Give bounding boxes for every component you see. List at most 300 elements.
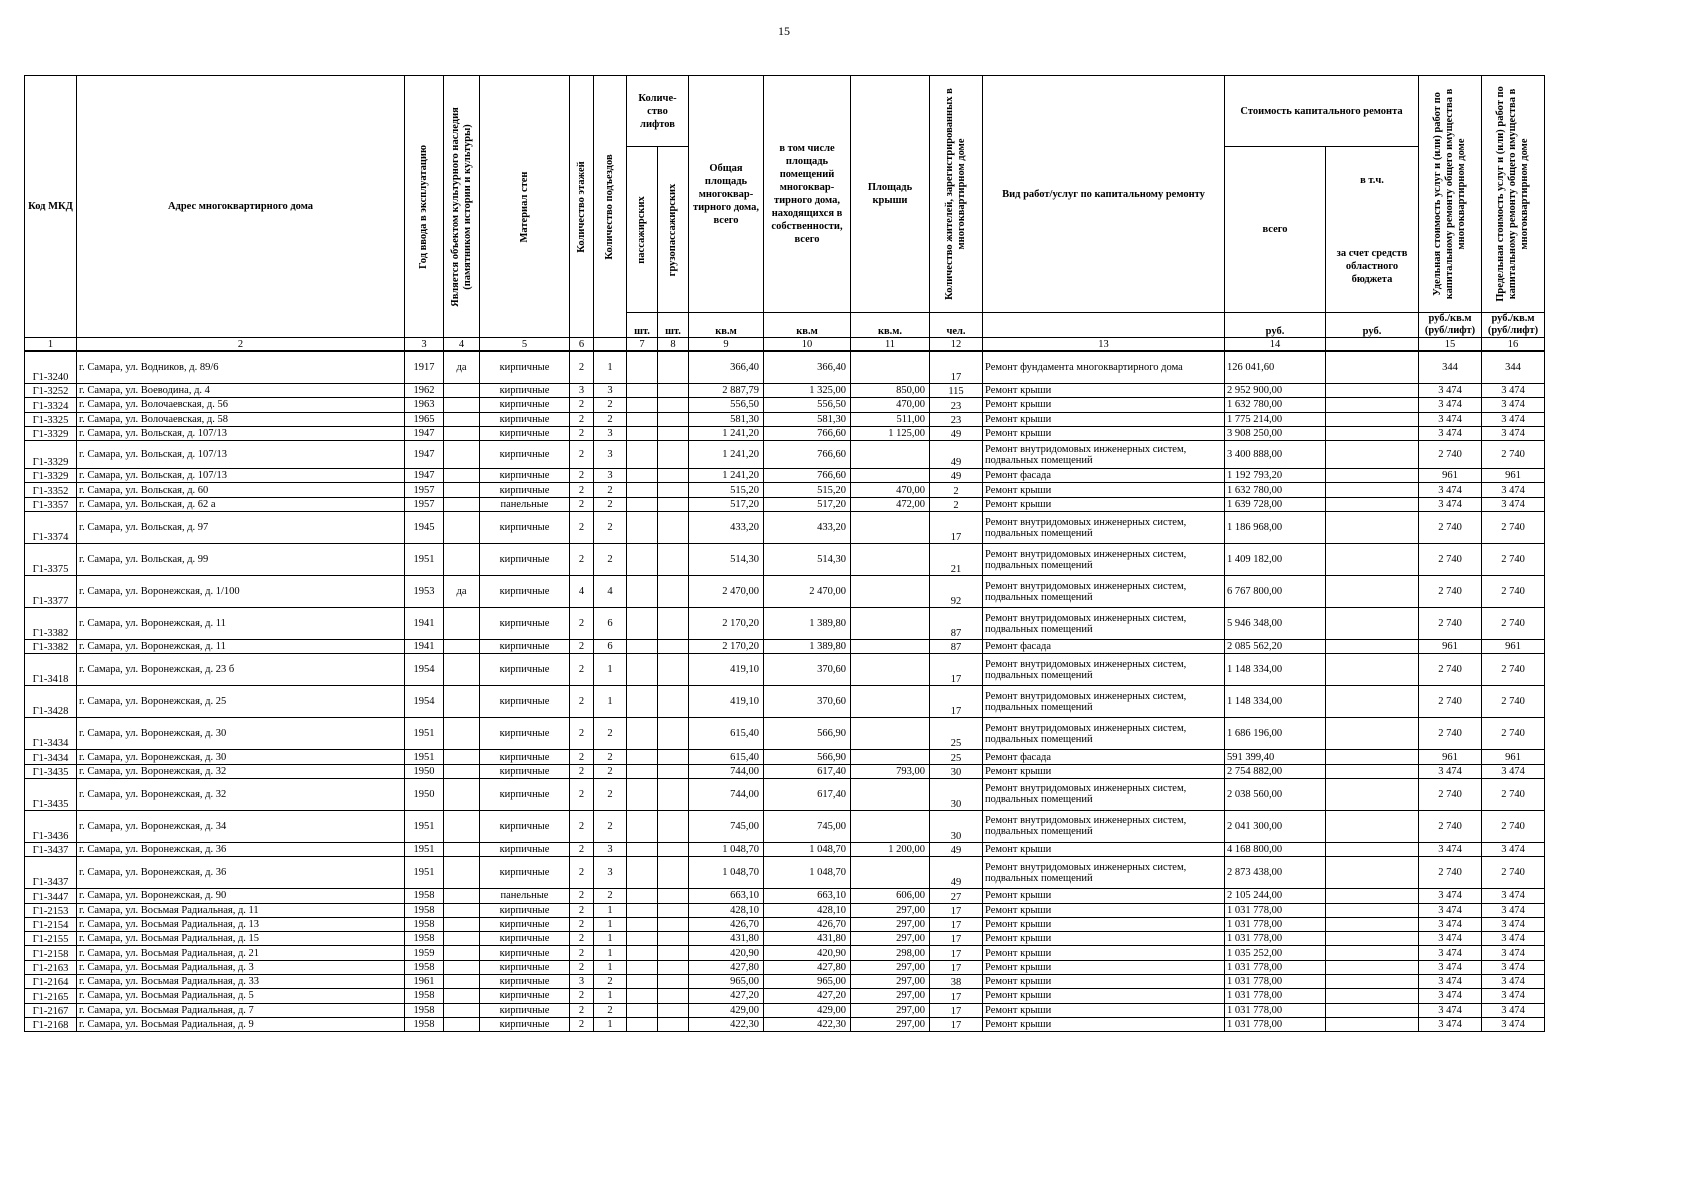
cell-cost-total: 1 148 334,00 [1225,654,1326,686]
cell-entrances: 4 [594,576,627,608]
cell-unit-cost: 3 474 [1419,903,1482,917]
cell-area-owned: 427,80 [764,960,851,974]
cell-residents: 17 [930,351,983,384]
cell-residents: 17 [930,946,983,960]
cell-unit-cost: 2 740 [1419,608,1482,640]
cell-unit-cost: 3 474 [1419,917,1482,931]
cell-heritage [444,889,480,903]
cell-walls: кирпичные [480,750,570,764]
cell-address: г. Самара, ул. Восьмая Радиальная, д. 5 [77,989,405,1003]
cell-walls: кирпичные [480,384,570,398]
cell-unit-cost: 961 [1419,750,1482,764]
cell-area-total: 422,30 [689,1017,764,1031]
table-row [25,917,1545,931]
cell-max-cost: 3 474 [1482,398,1545,412]
cell-code: Г1-2154 [25,917,77,931]
cell-entrances: 3 [594,426,627,440]
unit-cost-regional: руб. [1326,313,1419,338]
cell-walls: кирпичные [480,932,570,946]
cell-work-type: Ремонт крыши [983,426,1225,440]
cell-code: Г1-3428 [25,686,77,718]
cell-residents: 49 [930,842,983,856]
cell-year: 1958 [405,989,444,1003]
cell-heritage [444,469,480,483]
cell-walls: панельные [480,889,570,903]
cell-year: 1947 [405,426,444,440]
cell-heritage [444,654,480,686]
cell-max-cost: 2 740 [1482,441,1545,469]
cell-area-total: 514,30 [689,544,764,576]
cell-year: 1951 [405,810,444,842]
cell-unit-cost: 961 [1419,469,1482,483]
cell-entrances: 1 [594,960,627,974]
cell-max-cost: 3 474 [1482,889,1545,903]
cell-residents: 49 [930,857,983,889]
cell-year: 1947 [405,469,444,483]
cell-work-type: Ремонт внутридомовых инженерных систем, подвальных помещений [983,718,1225,750]
unit-lifts-pass: шт. [627,313,658,338]
cell-year: 1958 [405,903,444,917]
cell-walls: кирпичные [480,857,570,889]
cell-area-total: 431,80 [689,932,764,946]
cell-code: Г1-2165 [25,989,77,1003]
cell-cost-regional [1326,384,1419,398]
cell-unit-cost: 3 474 [1419,975,1482,989]
cell-area-total: 2 887,79 [689,384,764,398]
cell-code: Г1-3329 [25,469,77,483]
cell-code: Г1-3382 [25,640,77,654]
cell-unit-cost: 2 740 [1419,512,1482,544]
cell-cost-total: 2 873 438,00 [1225,857,1326,889]
cell-year: 1961 [405,975,444,989]
table-row [25,764,1545,778]
header-cost: Стоимость капитального ремонта [1225,76,1419,147]
column-number: 2 [77,338,405,352]
cell-address: г. Самара, ул. Воронежская, д. 11 [77,640,405,654]
cell-year: 1953 [405,576,444,608]
cell-walls: кирпичные [480,483,570,497]
column-number: 1 [25,338,77,352]
cell-work-type: Ремонт внутридомовых инженерных систем, подвальных помещений [983,778,1225,810]
cell-work-type: Ремонт крыши [983,917,1225,931]
cell-lifts-cargo [658,718,689,750]
header-heritage: Является объектом культурного наследия (памятником истории и культуры) [444,76,480,338]
cell-roof-area: 297,00 [851,903,930,917]
cell-unit-cost: 3 474 [1419,412,1482,426]
cell-address: г. Самара, ул. Восьмая Радиальная, д. 21 [77,946,405,960]
cell-work-type: Ремонт крыши [983,398,1225,412]
cell-residents: 38 [930,975,983,989]
cell-code: Г1-3375 [25,544,77,576]
cell-entrances: 2 [594,497,627,511]
cell-max-cost: 3 474 [1482,1017,1545,1031]
cell-lifts-pass [627,960,658,974]
cell-cost-total: 1 031 778,00 [1225,1003,1326,1017]
cell-cost-regional [1326,398,1419,412]
cell-max-cost: 2 740 [1482,654,1545,686]
cell-cost-total: 1 186 968,00 [1225,512,1326,544]
table-row [25,946,1545,960]
table-row [25,412,1545,426]
cell-heritage [444,946,480,960]
cell-address: г. Самара, ул. Вольская, д. 107/13 [77,469,405,483]
cell-unit-cost: 3 474 [1419,483,1482,497]
cell-unit-cost: 3 474 [1419,946,1482,960]
cell-lifts-pass [627,512,658,544]
cell-area-total: 581,30 [689,412,764,426]
cell-residents: 87 [930,640,983,654]
cell-year: 1963 [405,398,444,412]
cell-lifts-cargo [658,1003,689,1017]
cell-heritage [444,932,480,946]
cell-lifts-cargo [658,932,689,946]
cell-max-cost: 2 740 [1482,686,1545,718]
cell-work-type: Ремонт крыши [983,384,1225,398]
cell-cost-regional [1326,857,1419,889]
table-row [25,469,1545,483]
cell-heritage [444,810,480,842]
cell-cost-regional [1326,351,1419,384]
cell-residents: 17 [930,1003,983,1017]
cell-floors: 2 [570,989,594,1003]
cell-roof-area [851,576,930,608]
cell-year: 1954 [405,654,444,686]
cell-work-type: Ремонт крыши [983,412,1225,426]
cell-walls: кирпичные [480,398,570,412]
cell-code: Г1-3377 [25,576,77,608]
cell-residents: 49 [930,426,983,440]
cell-lifts-pass [627,718,658,750]
cell-lifts-pass [627,654,658,686]
header-roof: Площадь крыши [851,76,930,313]
cell-address: г. Самара, ул. Волочаевская, д. 58 [77,412,405,426]
cell-code: Г1-3324 [25,398,77,412]
cell-max-cost: 3 474 [1482,426,1545,440]
cell-cost-regional [1326,412,1419,426]
cell-max-cost: 2 740 [1482,576,1545,608]
cell-work-type: Ремонт крыши [983,960,1225,974]
cell-address: г. Самара, ул. Вольская, д. 62 а [77,497,405,511]
cell-lifts-cargo [658,946,689,960]
cell-heritage [444,903,480,917]
cell-entrances: 2 [594,1003,627,1017]
cell-heritage [444,441,480,469]
cell-address: г. Самара, ул. Воронежская, д. 30 [77,750,405,764]
cell-work-type: Ремонт крыши [983,975,1225,989]
table-row [25,426,1545,440]
cell-work-type: Ремонт крыши [983,483,1225,497]
cell-walls: кирпичные [480,1017,570,1031]
unit-cost-total: руб. [1225,313,1326,338]
cell-unit-cost: 3 474 [1419,384,1482,398]
cell-work-type: Ремонт внутридомовых инженерных систем, подвальных помещений [983,608,1225,640]
cell-area-owned: 745,00 [764,810,851,842]
unit-lifts-cargo: шт. [658,313,689,338]
cell-entrances: 1 [594,903,627,917]
cell-cost-total: 1 031 778,00 [1225,1017,1326,1031]
cell-cost-total: 3 908 250,00 [1225,426,1326,440]
cell-roof-area [851,810,930,842]
cell-max-cost: 3 474 [1482,932,1545,946]
cell-walls: кирпичные [480,576,570,608]
cell-unit-cost: 3 474 [1419,889,1482,903]
cell-unit-cost: 3 474 [1419,764,1482,778]
cell-work-type: Ремонт крыши [983,946,1225,960]
cell-floors: 2 [570,778,594,810]
cell-heritage [444,1017,480,1031]
cell-area-total: 965,00 [689,975,764,989]
cell-cost-total: 126 041,60 [1225,351,1326,384]
cell-lifts-pass [627,544,658,576]
column-number: 9 [689,338,764,352]
unit-max-cost: руб./кв.м (руб/лифт) [1482,313,1545,338]
cell-year: 1958 [405,917,444,931]
cell-unit-cost: 961 [1419,640,1482,654]
cell-roof-area: 297,00 [851,960,930,974]
page-number: 15 [778,24,790,38]
cell-year: 1954 [405,686,444,718]
cell-cost-total: 6 767 800,00 [1225,576,1326,608]
cell-address: г. Самара, ул. Воронежская, д. 23 б [77,654,405,686]
table-row [25,654,1545,686]
cell-cost-regional [1326,441,1419,469]
cell-lifts-cargo [658,544,689,576]
cell-entrances: 3 [594,384,627,398]
header-residents: Количество жителей, зарегистрированных в многоквартирном доме [930,76,983,313]
cell-roof-area [851,640,930,654]
cell-code: Г1-2164 [25,975,77,989]
cell-code: Г1-3435 [25,764,77,778]
cell-lifts-cargo [658,398,689,412]
cell-lifts-pass [627,946,658,960]
cell-cost-total: 1 035 252,00 [1225,946,1326,960]
cell-entrances: 6 [594,640,627,654]
cell-lifts-cargo [658,917,689,931]
cell-max-cost: 3 474 [1482,903,1545,917]
cell-residents: 49 [930,441,983,469]
cell-walls: кирпичные [480,975,570,989]
cell-year: 1945 [405,512,444,544]
header-lifts-cargo: грузопассажирских [658,147,689,313]
cell-code: Г1-3252 [25,384,77,398]
cell-entrances: 3 [594,469,627,483]
column-number: 6 [570,338,594,352]
cell-code: Г1-3329 [25,426,77,440]
table-row [25,640,1545,654]
cell-cost-regional [1326,750,1419,764]
cell-cost-regional [1326,764,1419,778]
cell-roof-area: 298,00 [851,946,930,960]
cell-residents: 17 [930,917,983,931]
column-number: 14 [1225,338,1326,352]
cell-area-total: 428,10 [689,903,764,917]
cell-lifts-pass [627,412,658,426]
cell-address: г. Самара, ул. Воронежская, д. 90 [77,889,405,903]
cell-area-total: 426,70 [689,917,764,931]
cell-residents: 17 [930,932,983,946]
cell-cost-total: 1 686 196,00 [1225,718,1326,750]
table-row [25,932,1545,946]
cell-cost-total: 1 031 778,00 [1225,917,1326,931]
cell-lifts-cargo [658,654,689,686]
cell-address: г. Самара, ул. Вольская, д. 97 [77,512,405,544]
cell-area-owned: 566,90 [764,750,851,764]
table-row [25,842,1545,856]
cell-year: 1941 [405,608,444,640]
cell-residents: 17 [930,960,983,974]
cell-residents: 25 [930,718,983,750]
cell-address: г. Самара, ул. Воронежская, д. 36 [77,857,405,889]
cell-entrances: 1 [594,351,627,384]
cell-area-owned: 663,10 [764,889,851,903]
cell-residents: 17 [930,686,983,718]
cell-residents: 25 [930,750,983,764]
cell-roof-area: 297,00 [851,932,930,946]
cell-walls: кирпичные [480,960,570,974]
cell-entrances: 2 [594,483,627,497]
table-row [25,989,1545,1003]
cell-cost-total: 1 031 778,00 [1225,903,1326,917]
cell-lifts-pass [627,398,658,412]
cell-roof-area [851,608,930,640]
cell-floors: 2 [570,686,594,718]
cell-address: г. Самара, ул. Восьмая Радиальная, д. 15 [77,932,405,946]
cell-cost-regional [1326,576,1419,608]
cell-floors: 2 [570,351,594,384]
cell-roof-area [851,512,930,544]
cell-cost-total: 1 031 778,00 [1225,989,1326,1003]
cell-entrances: 2 [594,718,627,750]
cell-walls: кирпичные [480,426,570,440]
cell-roof-area: 472,00 [851,497,930,511]
cell-area-total: 420,90 [689,946,764,960]
cell-entrances: 3 [594,857,627,889]
cell-address: г. Самара, ул. Вольская, д. 99 [77,544,405,576]
cell-area-total: 515,20 [689,483,764,497]
cell-area-total: 419,10 [689,686,764,718]
unit-residents: чел. [930,313,983,338]
table-row [25,384,1545,398]
table-row [25,497,1545,511]
cell-max-cost: 961 [1482,750,1545,764]
cell-max-cost: 961 [1482,640,1545,654]
cell-heritage [444,975,480,989]
column-number: 13 [983,338,1225,352]
table-row [25,960,1545,974]
cell-work-type: Ремонт фасада [983,469,1225,483]
cell-cost-total: 1 632 780,00 [1225,483,1326,497]
header-entrances: Количество подъездов [594,76,627,338]
cell-lifts-cargo [658,576,689,608]
cell-roof-area [851,686,930,718]
cell-area-total: 366,40 [689,351,764,384]
cell-lifts-cargo [658,512,689,544]
cell-lifts-cargo [658,497,689,511]
cell-code: Г1-3325 [25,412,77,426]
column-number: 10 [764,338,851,352]
cell-roof-area [851,750,930,764]
cell-unit-cost: 3 474 [1419,426,1482,440]
cell-cost-regional [1326,903,1419,917]
cell-code: Г1-2153 [25,903,77,917]
cell-area-owned: 766,60 [764,441,851,469]
cell-cost-regional [1326,686,1419,718]
cell-walls: кирпичные [480,989,570,1003]
cell-residents: 23 [930,412,983,426]
cell-cost-regional [1326,426,1419,440]
cell-entrances: 2 [594,750,627,764]
cell-code: Г1-3434 [25,718,77,750]
cell-area-owned: 617,40 [764,764,851,778]
cell-floors: 2 [570,764,594,778]
cell-area-owned: 566,90 [764,718,851,750]
cell-heritage [444,750,480,764]
cell-year: 1965 [405,412,444,426]
cell-floors: 2 [570,903,594,917]
cell-roof-area: 297,00 [851,975,930,989]
cell-area-total: 1 241,20 [689,469,764,483]
cell-walls: кирпичные [480,640,570,654]
cell-cost-regional [1326,778,1419,810]
cell-area-total: 744,00 [689,778,764,810]
table-row [25,903,1545,917]
table-row [25,398,1545,412]
cell-residents: 17 [930,903,983,917]
cell-cost-regional [1326,810,1419,842]
cell-code: Г1-3436 [25,810,77,842]
cell-max-cost: 3 474 [1482,412,1545,426]
cell-lifts-cargo [658,640,689,654]
cell-lifts-cargo [658,903,689,917]
cell-lifts-pass [627,608,658,640]
cell-entrances: 2 [594,889,627,903]
cell-floors: 2 [570,946,594,960]
cell-work-type: Ремонт крыши [983,889,1225,903]
cell-lifts-pass [627,483,658,497]
cell-floors: 2 [570,544,594,576]
cell-year: 1958 [405,889,444,903]
cell-year: 1950 [405,778,444,810]
cell-floors: 2 [570,469,594,483]
cell-area-owned: 1 389,80 [764,608,851,640]
cell-lifts-cargo [658,686,689,718]
cell-area-total: 1 241,20 [689,426,764,440]
cell-cost-total: 3 400 888,00 [1225,441,1326,469]
cell-floors: 2 [570,932,594,946]
cell-lifts-pass [627,989,658,1003]
cell-lifts-cargo [658,1017,689,1031]
cell-work-type: Ремонт крыши [983,497,1225,511]
cell-year: 1951 [405,857,444,889]
cell-cost-regional [1326,842,1419,856]
cell-area-total: 2 170,20 [689,608,764,640]
cell-heritage [444,640,480,654]
cell-area-total: 419,10 [689,654,764,686]
cell-residents: 2 [930,497,983,511]
cell-area-total: 1 048,70 [689,842,764,856]
cell-heritage [444,544,480,576]
cell-lifts-pass [627,441,658,469]
header-lifts-pass: пассажирских [627,147,658,313]
cell-max-cost: 3 474 [1482,497,1545,511]
cell-code: Г1-3240 [25,351,77,384]
cell-lifts-cargo [658,960,689,974]
cell-work-type: Ремонт внутридомовых инженерных систем, подвальных помещений [983,810,1225,842]
cell-year: 1957 [405,483,444,497]
cell-year: 1962 [405,384,444,398]
cell-area-owned: 1 048,70 [764,857,851,889]
cell-code: Г1-3374 [25,512,77,544]
